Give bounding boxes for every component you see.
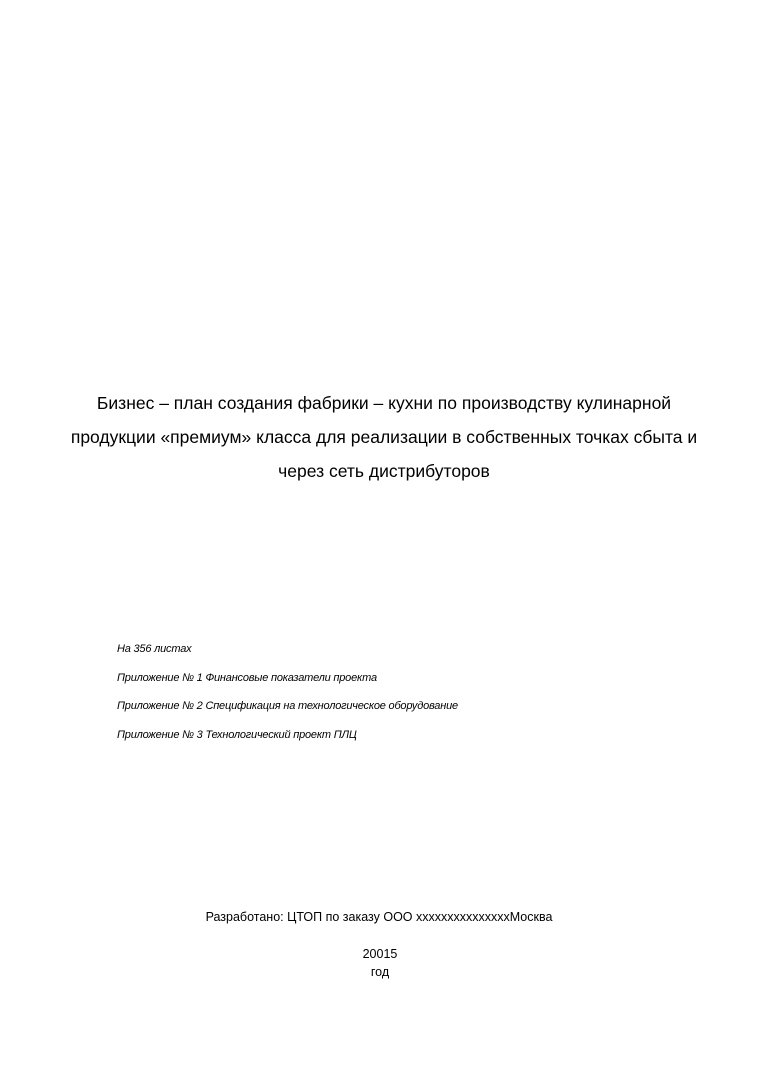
developer-text: Разработано: ЦТОП по заказу ООО хххххххххххххххМосква: [205, 910, 553, 924]
appendix-3: Приложение № 3 Технологический проект ПЛЦ: [117, 728, 357, 741]
year-block: [330, 945, 430, 981]
appendix-2: Приложение № 2 Спецификация на технологическое оборудование: [117, 700, 458, 712]
attachments-list: [117, 642, 717, 756]
title-line-1: Бизнес – план создания фабрики – кухни по производству кулинарной: [96, 393, 672, 413]
title-line-2: продукции «премиум» класса для реализации в собственных точках сбыта и: [70, 427, 698, 447]
sheet-count: На 356 листах: [117, 643, 192, 655]
title-line-3: через сеть дистрибуторов: [278, 461, 490, 481]
developer-line: [0, 908, 768, 926]
appendix-1: Приложение № 1 Финансовые показатели проекта: [117, 671, 377, 684]
document-title: [30, 386, 738, 488]
year-word: год: [370, 965, 390, 979]
year-number: 20015: [362, 947, 398, 961]
